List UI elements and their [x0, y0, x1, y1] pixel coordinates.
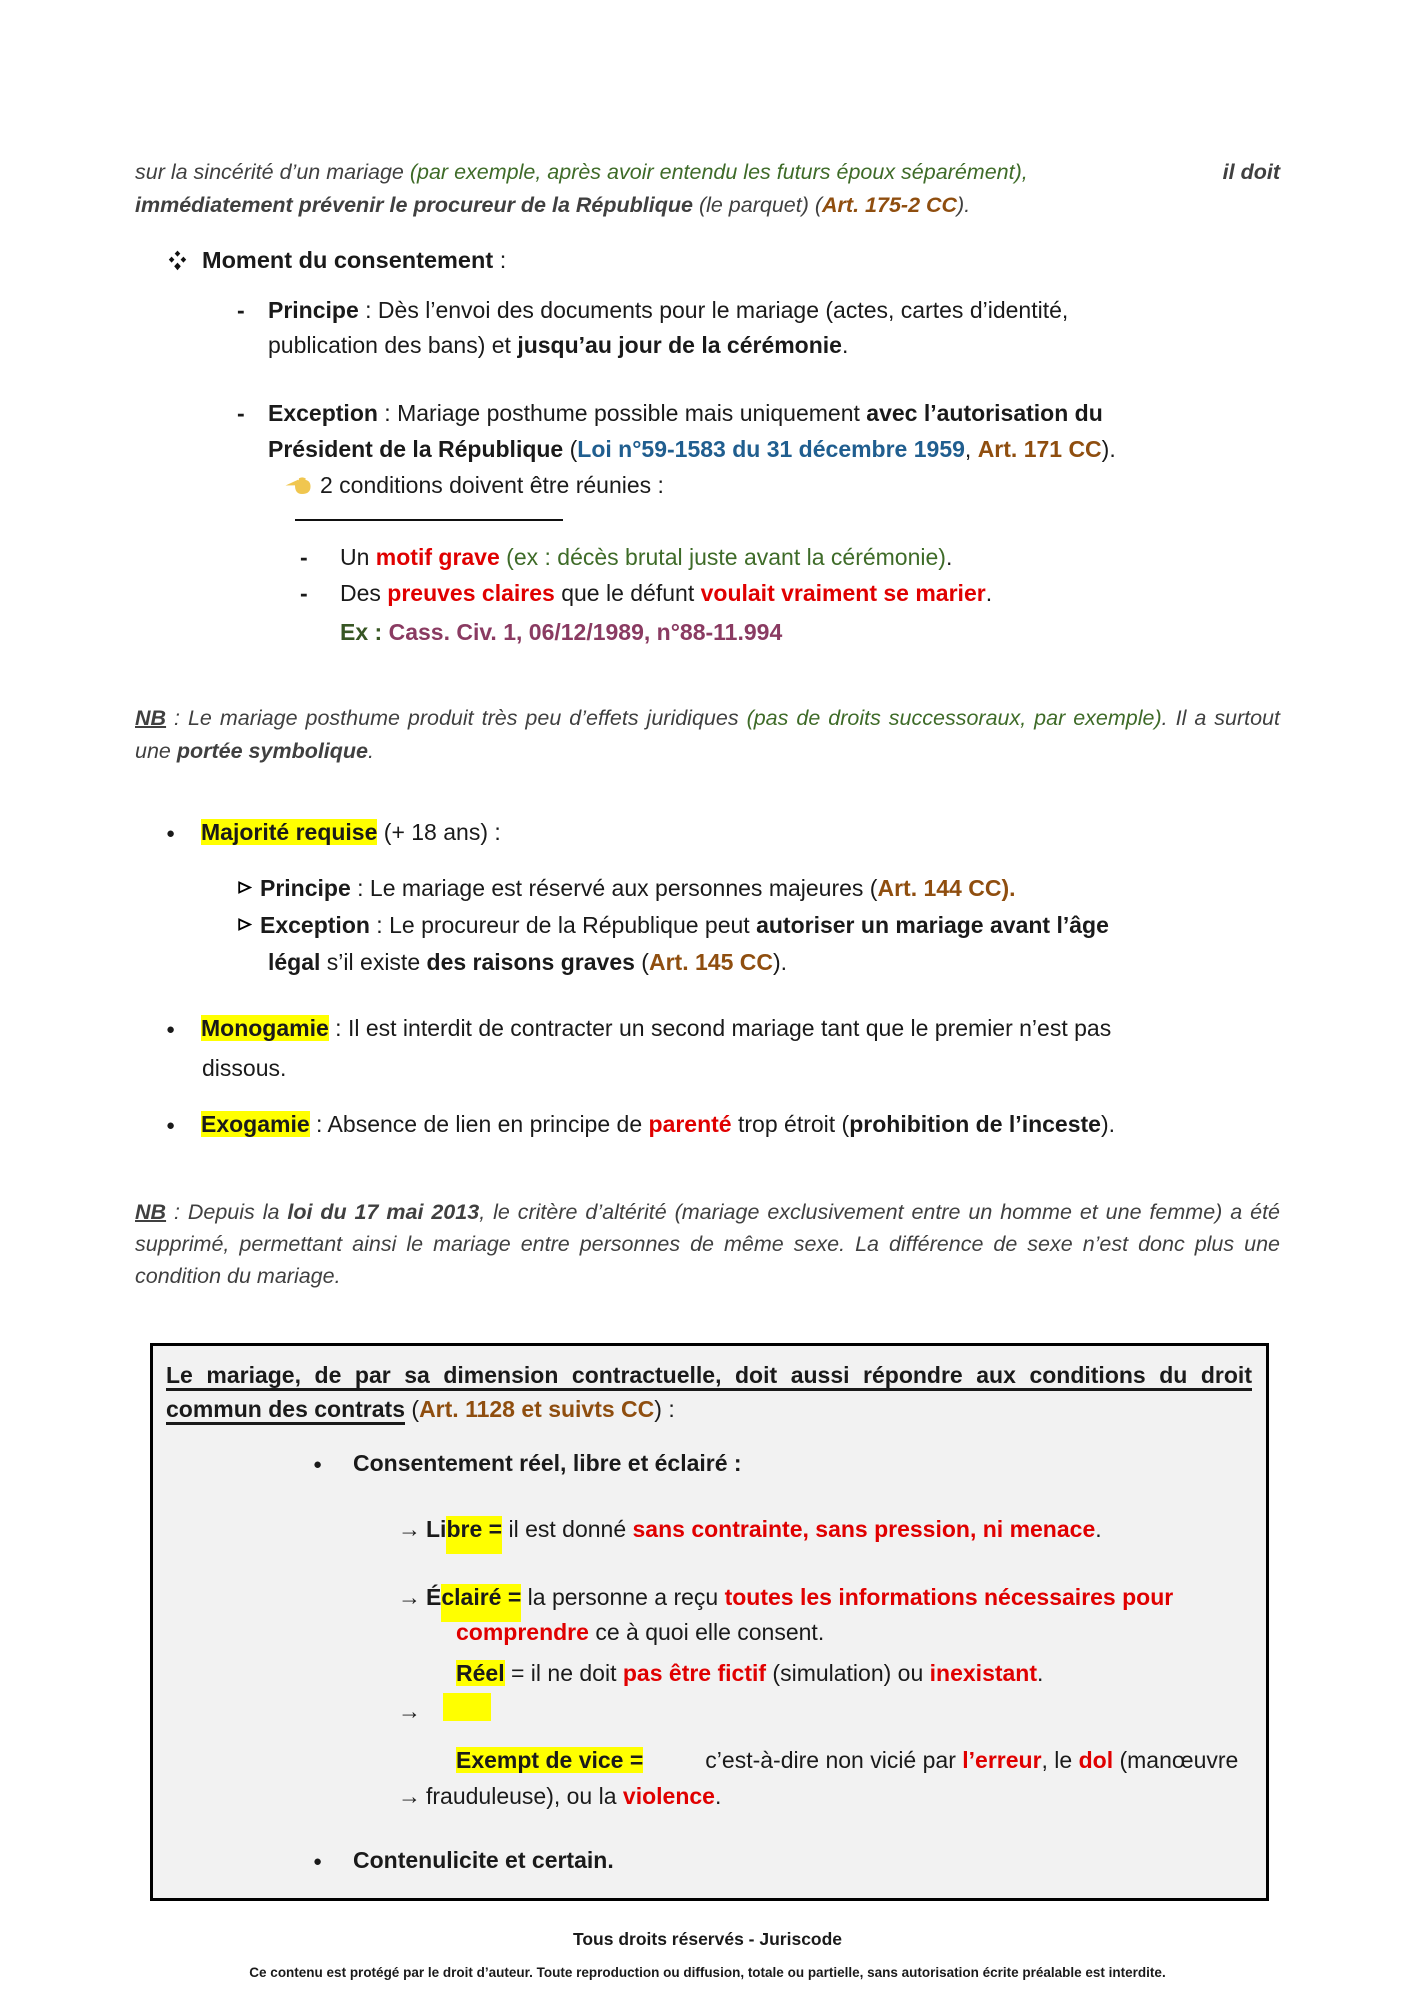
- conditions-pointer-line: [285, 467, 1280, 503]
- text-run: Exempt de vice =: [456, 1747, 644, 1773]
- text-run: (: [405, 1396, 420, 1422]
- text-run: .: [714, 1783, 722, 1809]
- text-run: clairé =: [441, 1584, 521, 1622]
- text-run: .: [945, 544, 953, 570]
- bullet-item-exogamie: [166, 1106, 1280, 1146]
- consentement-text: [353, 1445, 1252, 1481]
- text-run: bre =: [446, 1516, 502, 1554]
- text-run: .: [985, 580, 993, 606]
- conditions-divider: [295, 519, 563, 521]
- box-bullet-consentement: [313, 1445, 1252, 1485]
- text-run: ) :: [654, 1396, 675, 1422]
- sub-item-majorite-exception: [237, 907, 1280, 944]
- text-run: trop étroit (: [731, 1111, 850, 1137]
- intro-line-2: [135, 189, 1280, 222]
- footer-copyright: Tous droits réservés - Juriscode: [572, 1929, 843, 1949]
- text-run: Exogamie: [201, 1111, 310, 1137]
- text-run: (: [634, 949, 649, 975]
- text-run: Exception: [260, 912, 370, 938]
- exogamie-text: [201, 1106, 1280, 1142]
- text-run: l’erreur: [962, 1747, 1042, 1773]
- text-run: (pas de droits successoraux, par exemple): [746, 706, 1162, 730]
- text-run: autoriser un mariage avant l’âge: [756, 912, 1109, 938]
- text-run: ).: [772, 949, 788, 975]
- text-run: prohibition de l’inceste: [849, 1111, 1101, 1137]
- text-run: jusqu’au jour de la cérémonie: [517, 332, 842, 358]
- footer-notice: Ce contenu est protégé par le droit d’auteur. Toute reproduction ou diffusion, totale ou partielle, sans autorisation écrite préalable est interdite.: [249, 1965, 1166, 1980]
- bullet-icon: ●: [166, 1021, 176, 1038]
- text-run: il doit: [1222, 160, 1280, 184]
- text-run: : Mariage posthume possible mais uniquement: [377, 400, 867, 426]
- exempt-line-2: [426, 1778, 1252, 1814]
- text-run: :: [493, 247, 507, 273]
- arrowhead-icon: [237, 907, 260, 932]
- text-run: avec l’autorisation du: [866, 400, 1103, 426]
- libre-text: [426, 1511, 1252, 1547]
- highlight-tail: [443, 1693, 491, 1721]
- list-item-exception: [237, 395, 1280, 467]
- exception-line-1: [268, 395, 1280, 431]
- eclaire-line-1: [426, 1579, 1252, 1615]
- text-run: (: [563, 436, 578, 462]
- text-run: ).: [957, 193, 971, 217]
- text-run: frauduleuse), ou la: [426, 1783, 623, 1809]
- text-run: (par exemple, après avoir entendu les futurs époux séparément),: [409, 160, 1028, 184]
- text-run: publication des bans) et: [268, 332, 518, 358]
- text-run: dissous.: [202, 1055, 287, 1081]
- condition-preuves-text: [340, 575, 1280, 611]
- text-run: Le mariage, de par sa dimension contractuelle, doit aussi répondre aux conditions du droit commun des contrats: [166, 1362, 1252, 1422]
- text-run: comprendre: [456, 1619, 589, 1645]
- dash-bullet-icon: -: [300, 580, 308, 606]
- text-run: parenté: [648, 1111, 732, 1137]
- text-run: immédiatement prévenir le procureur de la République: [135, 193, 699, 217]
- text-run: , le critère d’altérité (mariage exclusivement entre un homme et une femme) a été supprimé, permettant ainsi le mariage entre personnes de même sexe. La différence de sexe n’est donc plus une condition du mariage.: [135, 1200, 1281, 1288]
- text-run: ).: [1101, 436, 1116, 462]
- text-run: : Le mariage posthume produit très peu d’effets juridiques: [166, 706, 747, 730]
- text-run: Principe: [260, 875, 351, 901]
- dash-bullet-icon: -: [237, 297, 245, 323]
- diamond-cluster-icon: [168, 250, 187, 271]
- bullet-item-monogamie: [166, 1010, 1280, 1050]
- text-run: ).: [1100, 1111, 1116, 1137]
- text-run: Moment du consentement: [202, 247, 494, 273]
- sub-item-majorite-principe: [237, 870, 1280, 907]
- legal-box-conditions-contrats: [150, 1343, 1269, 1901]
- pointing-hand-icon: [285, 476, 311, 495]
- eclaire-line-2: [456, 1615, 1252, 1650]
- arrow-icon: →: [398, 1584, 421, 1610]
- majorite-text: [201, 814, 1280, 850]
- text-run: , le: [1041, 1747, 1079, 1773]
- section-heading-label: [202, 242, 506, 278]
- text-run: (+ 18 ans) :: [377, 819, 501, 845]
- list-item-principe: [237, 293, 1280, 363]
- text-run: : Depuis la: [166, 1200, 288, 1224]
- text-run: Exception: [268, 400, 378, 426]
- text-run: .: [1037, 1660, 1044, 1686]
- text-run: Un: [340, 544, 376, 570]
- text-run: s’il existe: [320, 949, 427, 975]
- nb-note-loi-2013: [135, 1196, 1280, 1292]
- majorite-exception-line-2: [268, 944, 1280, 981]
- majorite-principe-text: [260, 870, 1280, 907]
- text-run: = il ne doit: [504, 1660, 623, 1686]
- text-run: Art. 144 CC).: [877, 875, 1016, 901]
- box-item-reel-arrow: [398, 1693, 1252, 1727]
- text-run: .: [841, 332, 849, 358]
- intro-line-1-left: [135, 156, 1028, 189]
- contenu-text: [353, 1842, 1252, 1878]
- text-run: motif grave: [375, 544, 500, 570]
- list-item-exception-text: [268, 395, 1280, 467]
- monogamie-line-1: [201, 1010, 1280, 1046]
- text-run: É: [426, 1584, 442, 1610]
- text-run: dol: [1078, 1747, 1114, 1773]
- text-run: ,: [964, 436, 978, 462]
- legal-box-title: [166, 1358, 1252, 1426]
- intro-line-1: [135, 156, 1280, 189]
- box-item-libre: [398, 1511, 1252, 1547]
- text-run: NB: [135, 706, 167, 730]
- text-run: Contenulicite et certain.: [353, 1847, 614, 1873]
- text-run: Des: [340, 580, 388, 606]
- text-run: (ex : décès brutal juste avant la cérémonie): [506, 544, 946, 570]
- bullet-item-majorite-requise: [166, 814, 1280, 854]
- text-run: des raisons graves: [426, 949, 635, 975]
- text-run: (le parquet) (: [698, 193, 823, 217]
- monogamie-line-2: [202, 1050, 1280, 1086]
- text-run: Art. 171 CC: [977, 436, 1102, 462]
- text-run: Cass. Civ. 1, 06/12/1989, n°88-11.994: [388, 619, 783, 645]
- text-run: Réel: [456, 1660, 505, 1686]
- box-bullet-contenu: [313, 1842, 1252, 1882]
- text-run: preuves claires: [387, 580, 555, 606]
- condition-item-preuves-claires: [300, 575, 1280, 611]
- text-run: toutes les informations nécessaires pour: [724, 1584, 1174, 1610]
- text-run: pas être fictif: [622, 1660, 767, 1686]
- text-run: sur la sincérité d’un mariage: [135, 160, 410, 184]
- conditions-pointer-text: [320, 467, 664, 503]
- text-run: : Le procureur de la République peut: [369, 912, 757, 938]
- text-run: la personne a reçu: [521, 1584, 725, 1610]
- text-run: que le défunt: [554, 580, 701, 606]
- text-run: Principe: [268, 297, 359, 323]
- nb-note-posthume: [135, 702, 1280, 768]
- text-run: Art. 1128 et suivts CC: [419, 1396, 655, 1422]
- dash-bullet-icon: -: [237, 400, 245, 426]
- text-run: Majorité requise: [201, 819, 378, 845]
- condition-item-motif-grave: [300, 539, 1280, 575]
- text-run: : Il est interdit de contracter un second mariage tant que le premier n’est pas: [328, 1015, 1112, 1041]
- text-run: (manœuvre: [1113, 1747, 1239, 1773]
- condition-motif-text: [340, 539, 1280, 575]
- text-run: ce à quoi elle consent.: [588, 1619, 825, 1645]
- text-run: il est donné: [502, 1516, 633, 1542]
- intro-line-1-right: [1223, 156, 1280, 189]
- text-run: : Dès l’envoi des documents pour le mariage (actes, cartes d’identité,: [358, 297, 1069, 323]
- bullet-icon: ●: [313, 1853, 323, 1870]
- text-run: Président de la République: [268, 436, 564, 462]
- reel-text: [456, 1656, 1252, 1691]
- text-run: : Le mariage est réservé aux personnes majeures (: [350, 875, 878, 901]
- text-run: Li: [426, 1516, 447, 1542]
- dash-bullet-icon: -: [300, 544, 308, 570]
- list-item-principe-text: [268, 293, 1280, 363]
- text-run: . Il a surtout une: [135, 706, 1280, 763]
- arrowhead-icon: [237, 870, 260, 895]
- arrow-icon: →: [398, 1783, 421, 1809]
- text-run: loi du 17 mai 2013: [287, 1200, 480, 1224]
- text-run: portée symbolique: [176, 739, 369, 763]
- bullet-icon: ●: [313, 1456, 323, 1473]
- text-run: (simulation) ou: [766, 1660, 930, 1686]
- principe-line-1: [268, 293, 1280, 328]
- arrow-icon: →: [398, 1698, 421, 1724]
- principe-line-2: [268, 328, 1280, 363]
- example-reference: [340, 614, 1280, 650]
- text-run: Monogamie: [201, 1015, 329, 1041]
- text-run: Art. 175-2 CC: [822, 193, 958, 217]
- bullet-icon: ●: [166, 1117, 176, 1134]
- section-heading-moment-du-consentement: [168, 242, 1280, 278]
- text-run: Ex :: [340, 619, 383, 645]
- text-run: violence: [622, 1783, 715, 1809]
- text-run: inexistant: [929, 1660, 1038, 1686]
- bullet-icon: ●: [166, 825, 176, 842]
- text-run: .: [1095, 1516, 1102, 1542]
- text-run: .: [368, 739, 374, 763]
- arrow-icon: →: [398, 1516, 421, 1542]
- text-run: sans contrainte, sans pression, ni menace: [632, 1516, 1096, 1542]
- intro-paragraph: [135, 156, 1280, 222]
- text-run: Art. 145 CC: [648, 949, 773, 975]
- text-run: Loi n°59-1583 du 31 décembre 1959: [577, 436, 965, 462]
- text-run: voulait vraiment se marier: [700, 580, 986, 606]
- text-run: NB: [135, 1200, 167, 1224]
- text-run: c’est-à-dire non vicié par: [705, 1747, 963, 1773]
- text-run: Consentement réel, libre et éclairé :: [353, 1450, 742, 1476]
- majorite-exception-line-1: [260, 907, 1280, 944]
- box-item-exempt-arrow: [398, 1778, 1252, 1814]
- exempt-line-1: [456, 1743, 1252, 1778]
- text-run: 2 conditions doivent être réunies :: [320, 472, 664, 498]
- text-run: : Absence de lien en principe de: [309, 1111, 649, 1137]
- text-run: légal: [268, 949, 321, 975]
- exception-line-2: [268, 431, 1280, 467]
- box-item-eclaire: [398, 1579, 1252, 1615]
